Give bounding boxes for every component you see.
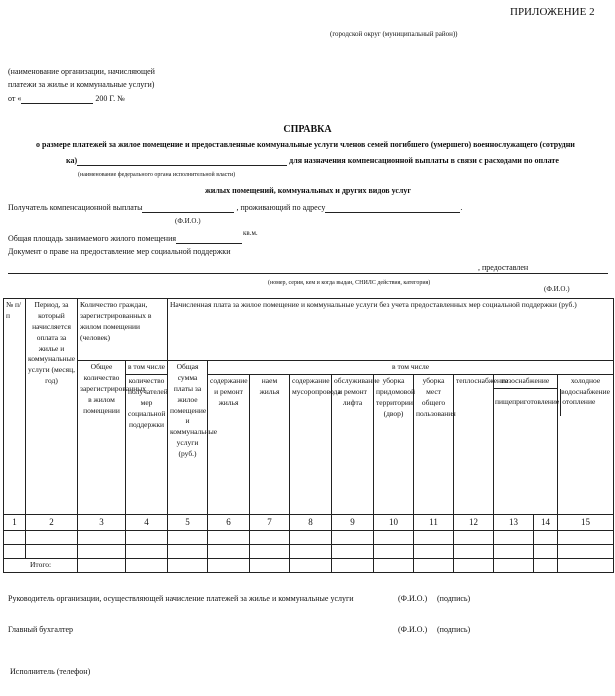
date-field[interactable] bbox=[21, 94, 93, 104]
from-label: от « bbox=[8, 94, 22, 103]
num-cell: 12 bbox=[454, 515, 494, 531]
accountant-label: Главный бухгалтер bbox=[8, 625, 73, 634]
appendix-label: ПРИЛОЖЕНИЕ 2 bbox=[510, 6, 595, 18]
doc-title: СПРАВКА bbox=[283, 124, 332, 135]
charges-table bbox=[3, 298, 614, 573]
col-charged-header: Начисленная плата за жилое помещение и коммунальные услуги без учета предоставленных мер социальной поддержки (руб.) bbox=[168, 299, 614, 361]
org-name-line2: платежи за жилье и коммунальные услуги) bbox=[8, 80, 155, 89]
authority-note: (наименование федерального органа исполнительной власти) bbox=[78, 172, 236, 178]
num-cell: 8 bbox=[290, 515, 332, 531]
num-cell: 10 bbox=[374, 515, 414, 531]
head-fio: (Ф.И.О.) bbox=[398, 594, 428, 603]
col-support-header: количество получателей мер социальной поддержки bbox=[126, 375, 168, 515]
heating-label: отопление bbox=[562, 396, 596, 406]
col-yard-header: уборка придомовой территории (двор) bbox=[374, 375, 414, 515]
col-common-header: уборка мест общего пользования bbox=[414, 375, 454, 515]
col-no-header: № п/п bbox=[4, 299, 26, 515]
num-cell: 9 bbox=[332, 515, 374, 531]
accountant-fio: (Ф.И.О.) bbox=[398, 625, 428, 634]
document-label: Документ о праве на предоставление мер социальной поддержки bbox=[8, 247, 231, 256]
num-cell: 11 bbox=[414, 515, 454, 531]
col-people-header: Количество граждан, зарегистрированных в жилом помещении (человек) bbox=[78, 299, 168, 361]
date-line bbox=[8, 94, 125, 104]
recipient-line: Получатель компенсационной выплаты , проживающий по адресу . bbox=[8, 203, 463, 212]
district-note: (городской округ (муниципальный район)) bbox=[330, 30, 458, 38]
total-label: Итого: bbox=[4, 559, 78, 573]
executor-label: Исполнитель (телефон) bbox=[10, 667, 91, 676]
fio-note: (Ф.И.О.) bbox=[175, 217, 201, 225]
residing-label: , проживающий по адресу bbox=[236, 203, 326, 212]
num-cell: 7 bbox=[250, 515, 290, 531]
header-row-2 bbox=[4, 361, 614, 375]
authority-field[interactable] bbox=[77, 156, 287, 166]
number-row bbox=[4, 515, 614, 531]
col-lift-header: обслуживание и ремонт лифта bbox=[332, 375, 374, 515]
num-cell: 5 bbox=[168, 515, 208, 531]
year-label: 200 Г. № bbox=[95, 94, 125, 103]
col-incl-header: в том числе bbox=[126, 361, 168, 375]
title-line3: жилых помещений, коммунальных и других видов услуг bbox=[205, 186, 412, 195]
recipient-label: Получатель компенсационной выплаты bbox=[8, 203, 143, 212]
num-cell: 1 bbox=[4, 515, 26, 531]
col-heat-header: теплоснабжение bbox=[454, 375, 494, 515]
title-line2-prefix: ка) bbox=[66, 156, 78, 165]
col-period-header: Период, за который начисляется оплата за жилье и коммунальные услуги (месяц, год) bbox=[26, 299, 78, 515]
table-row[interactable] bbox=[4, 531, 614, 545]
title-line2 bbox=[66, 156, 559, 166]
col-maint-header: содержание и ремонт жилья bbox=[208, 375, 250, 515]
provided-label: , предоставлен bbox=[478, 263, 529, 272]
header-row-1 bbox=[4, 299, 614, 361]
head-signature-label: Руководитель организации, осуществляющей начисление платежей за жилье и коммунальные услуги bbox=[8, 594, 354, 603]
total-row bbox=[4, 559, 614, 573]
title-line1: о размере платежей за жилое помещение и предоставленные коммунальные услуги членов семей погибшего (умершего) военнослужащего (сотрудни bbox=[36, 140, 575, 149]
fio-note-2: (Ф.И.О.) bbox=[544, 285, 570, 293]
num-cell: 14 bbox=[534, 515, 558, 531]
col-total-sum-header: Общая сумма платы за жилое помещение и коммунальные услуги (руб.) bbox=[168, 361, 208, 515]
col-garbage-header: содержание мусоропровода bbox=[290, 375, 332, 515]
org-name-line1: (наименование организации, начисляющей bbox=[8, 67, 155, 76]
sqm-label: кв.м. bbox=[243, 229, 258, 237]
col-cold-header: холодное водоснабжение bbox=[558, 375, 614, 515]
recipient-field[interactable] bbox=[142, 203, 234, 213]
area-field[interactable] bbox=[176, 234, 242, 244]
num-cell: 6 bbox=[208, 515, 250, 531]
area-line bbox=[8, 234, 242, 244]
issued-note: (номер, серия, кем и когда выдан, СНИЛС действия, категория) bbox=[268, 280, 431, 286]
num-cell: 3 bbox=[78, 515, 126, 531]
head-sign: (подпись) bbox=[437, 594, 471, 603]
gas-label: газоснабжение bbox=[494, 375, 557, 389]
address-field[interactable] bbox=[325, 203, 460, 213]
cooking-label: пищеприготовление bbox=[494, 389, 561, 416]
col-incl2-header: в том числе bbox=[208, 361, 614, 375]
col-rent-header: наем жилья bbox=[250, 375, 290, 515]
table-row[interactable] bbox=[4, 545, 614, 559]
num-cell: 15 bbox=[558, 515, 614, 531]
col-total-people-header: Общее количество зарегистрированных в жилом помещении bbox=[78, 361, 126, 515]
document-field-line[interactable] bbox=[8, 273, 608, 274]
area-label: Общая площадь занимаемого жилого помещения bbox=[8, 234, 177, 243]
accountant-sign: (подпись) bbox=[437, 625, 471, 634]
title-line2-suffix: для назначения компенсационной выплаты в связи с расходами по оплате bbox=[289, 156, 559, 165]
num-cell: 13 bbox=[494, 515, 534, 531]
num-cell: 2 bbox=[26, 515, 78, 531]
num-cell: 4 bbox=[126, 515, 168, 531]
